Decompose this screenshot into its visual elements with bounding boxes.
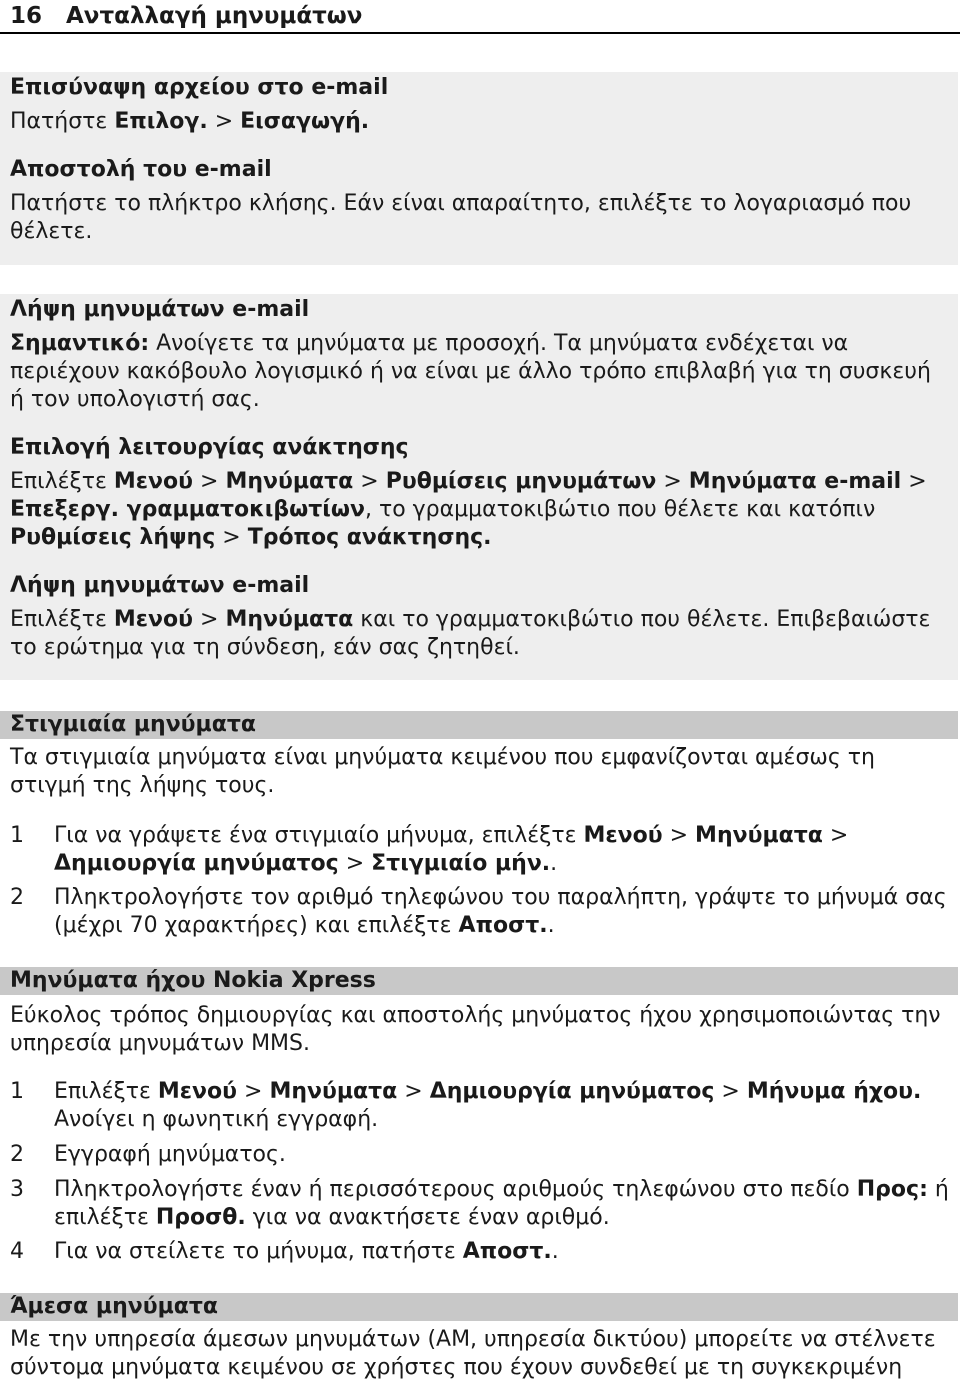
send-heading: Αποστολή του e-mail	[10, 157, 272, 182]
instant-step-2: 2 Πληκτρολογήστε τον αριθμό τηλεφώνου του παραλήπτη, γράψτε το μήνυμά σας (μέχρι 70 χαρακτήρες) και επιλέξτε Αποστ..	[10, 885, 947, 938]
page-header	[0, 0, 960, 34]
audio-step-4: 4 Για να στείλετε το μήνυμα, πατήστε Αποστ..	[10, 1239, 559, 1264]
instant-messages-heading: Στιγμιαία μηνύματα	[0, 711, 958, 739]
chapter-title: Ανταλλαγή μηνυμάτων	[66, 3, 363, 29]
retrieval-mode-heading: Επιλογή λειτουργίας ανάκτησης	[10, 435, 409, 460]
instant-step-1: 1 Για να γράψετε ένα στιγμιαίο μήνυμα, επιλέξτε Μενού > Μηνύματα > Δημιουργία μηνύματος > Στιγμιαίο μήν..	[10, 823, 849, 876]
attach-heading: Επισύναψη αρχείου στο e-mail	[10, 75, 389, 100]
direct-intro: Με την υπηρεσία άμεσων μηνυμάτων (ΑΜ, υπηρεσία δικτύου) μπορείτε να στέλνετε σύντομα μηνύματα κειμένου σε χρήστες που έχουν συνδεθεί με τη συγκεκριμένη	[10, 1327, 936, 1380]
audio-step-2: 2 Εγγραφή μηνύματος.	[10, 1142, 286, 1167]
instant-intro: Τα στιγμιαία μηνύματα είναι μηνύματα κειμένου που εμφανίζονται αμέσως τη στιγμή της λήψης τους.	[10, 745, 875, 798]
important-note: Σημαντικό: Ανοίγετε τα μηνύματα με προσοχή. Τα μηνύματα ενδέχεται να περιέχουν κακόβουλο λογισμικό ή να είναι με άλλο τρόπο επιβλαβή για τη συσκευή ή τον υπολογιστή σας.	[10, 331, 931, 412]
receive-email-text: Επιλέξτε Μενού > Μηνύματα και το γραμματοκιβώτιο που θέλετε. Επιβεβαιώστε το ερώτημα για τη σύνδεση, εάν σας ζητηθεί.	[10, 607, 931, 660]
send-text: Πατήστε το πλήκτρο κλήσης. Εάν είναι απαραίτητο, επιλέξτε το λογαριασμό που θέλετε.	[10, 191, 912, 244]
audio-step-1: 1 Επιλέξτε Μενού > Μηνύματα > Δημιουργία μηνύματος > Μήνυμα ήχου. Ανοίγει η φωνητική εγγραφή.	[10, 1079, 922, 1132]
attach-text: Πατήστε Επιλογ. > Εισαγωγή.	[10, 109, 370, 134]
retrieval-mode-text: Επιλέξτε Μενού > Μηνύματα > Ρυθμίσεις μηνυμάτων > Μηνύματα e-mail > Επεξεργ. γραμματοκιβωτίων, το γραμματοκιβώτιο που θέλετε και κατόπιν Ρυθμίσεις λήψης > Τρόπος ανάκτησης.	[10, 469, 927, 550]
receive-heading: Λήψη μηνυμάτων e-mail	[10, 297, 310, 322]
receive-email-heading: Λήψη μηνυμάτων e-mail	[10, 573, 310, 598]
audio-intro: Εύκολος τρόπος δημιουργίας και αποστολής μηνύματος ήχου χρησιμοποιώντας την υπηρεσία μηνυμάτων MMS.	[10, 1003, 941, 1056]
direct-messages-heading: Άμεσα μηνύματα	[0, 1293, 958, 1321]
audio-step-3: 3 Πληκτρολογήστε έναν ή περισσότερους αριθμούς τηλεφώνου στο πεδίο Προς: ή επιλέξτε Προσθ. για να ανακτήσετε έναν αριθμό.	[10, 1177, 949, 1230]
page-number: 16	[10, 3, 43, 29]
audio-messages-heading: Μηνύματα ήχου Nokia Xpress	[0, 967, 958, 995]
